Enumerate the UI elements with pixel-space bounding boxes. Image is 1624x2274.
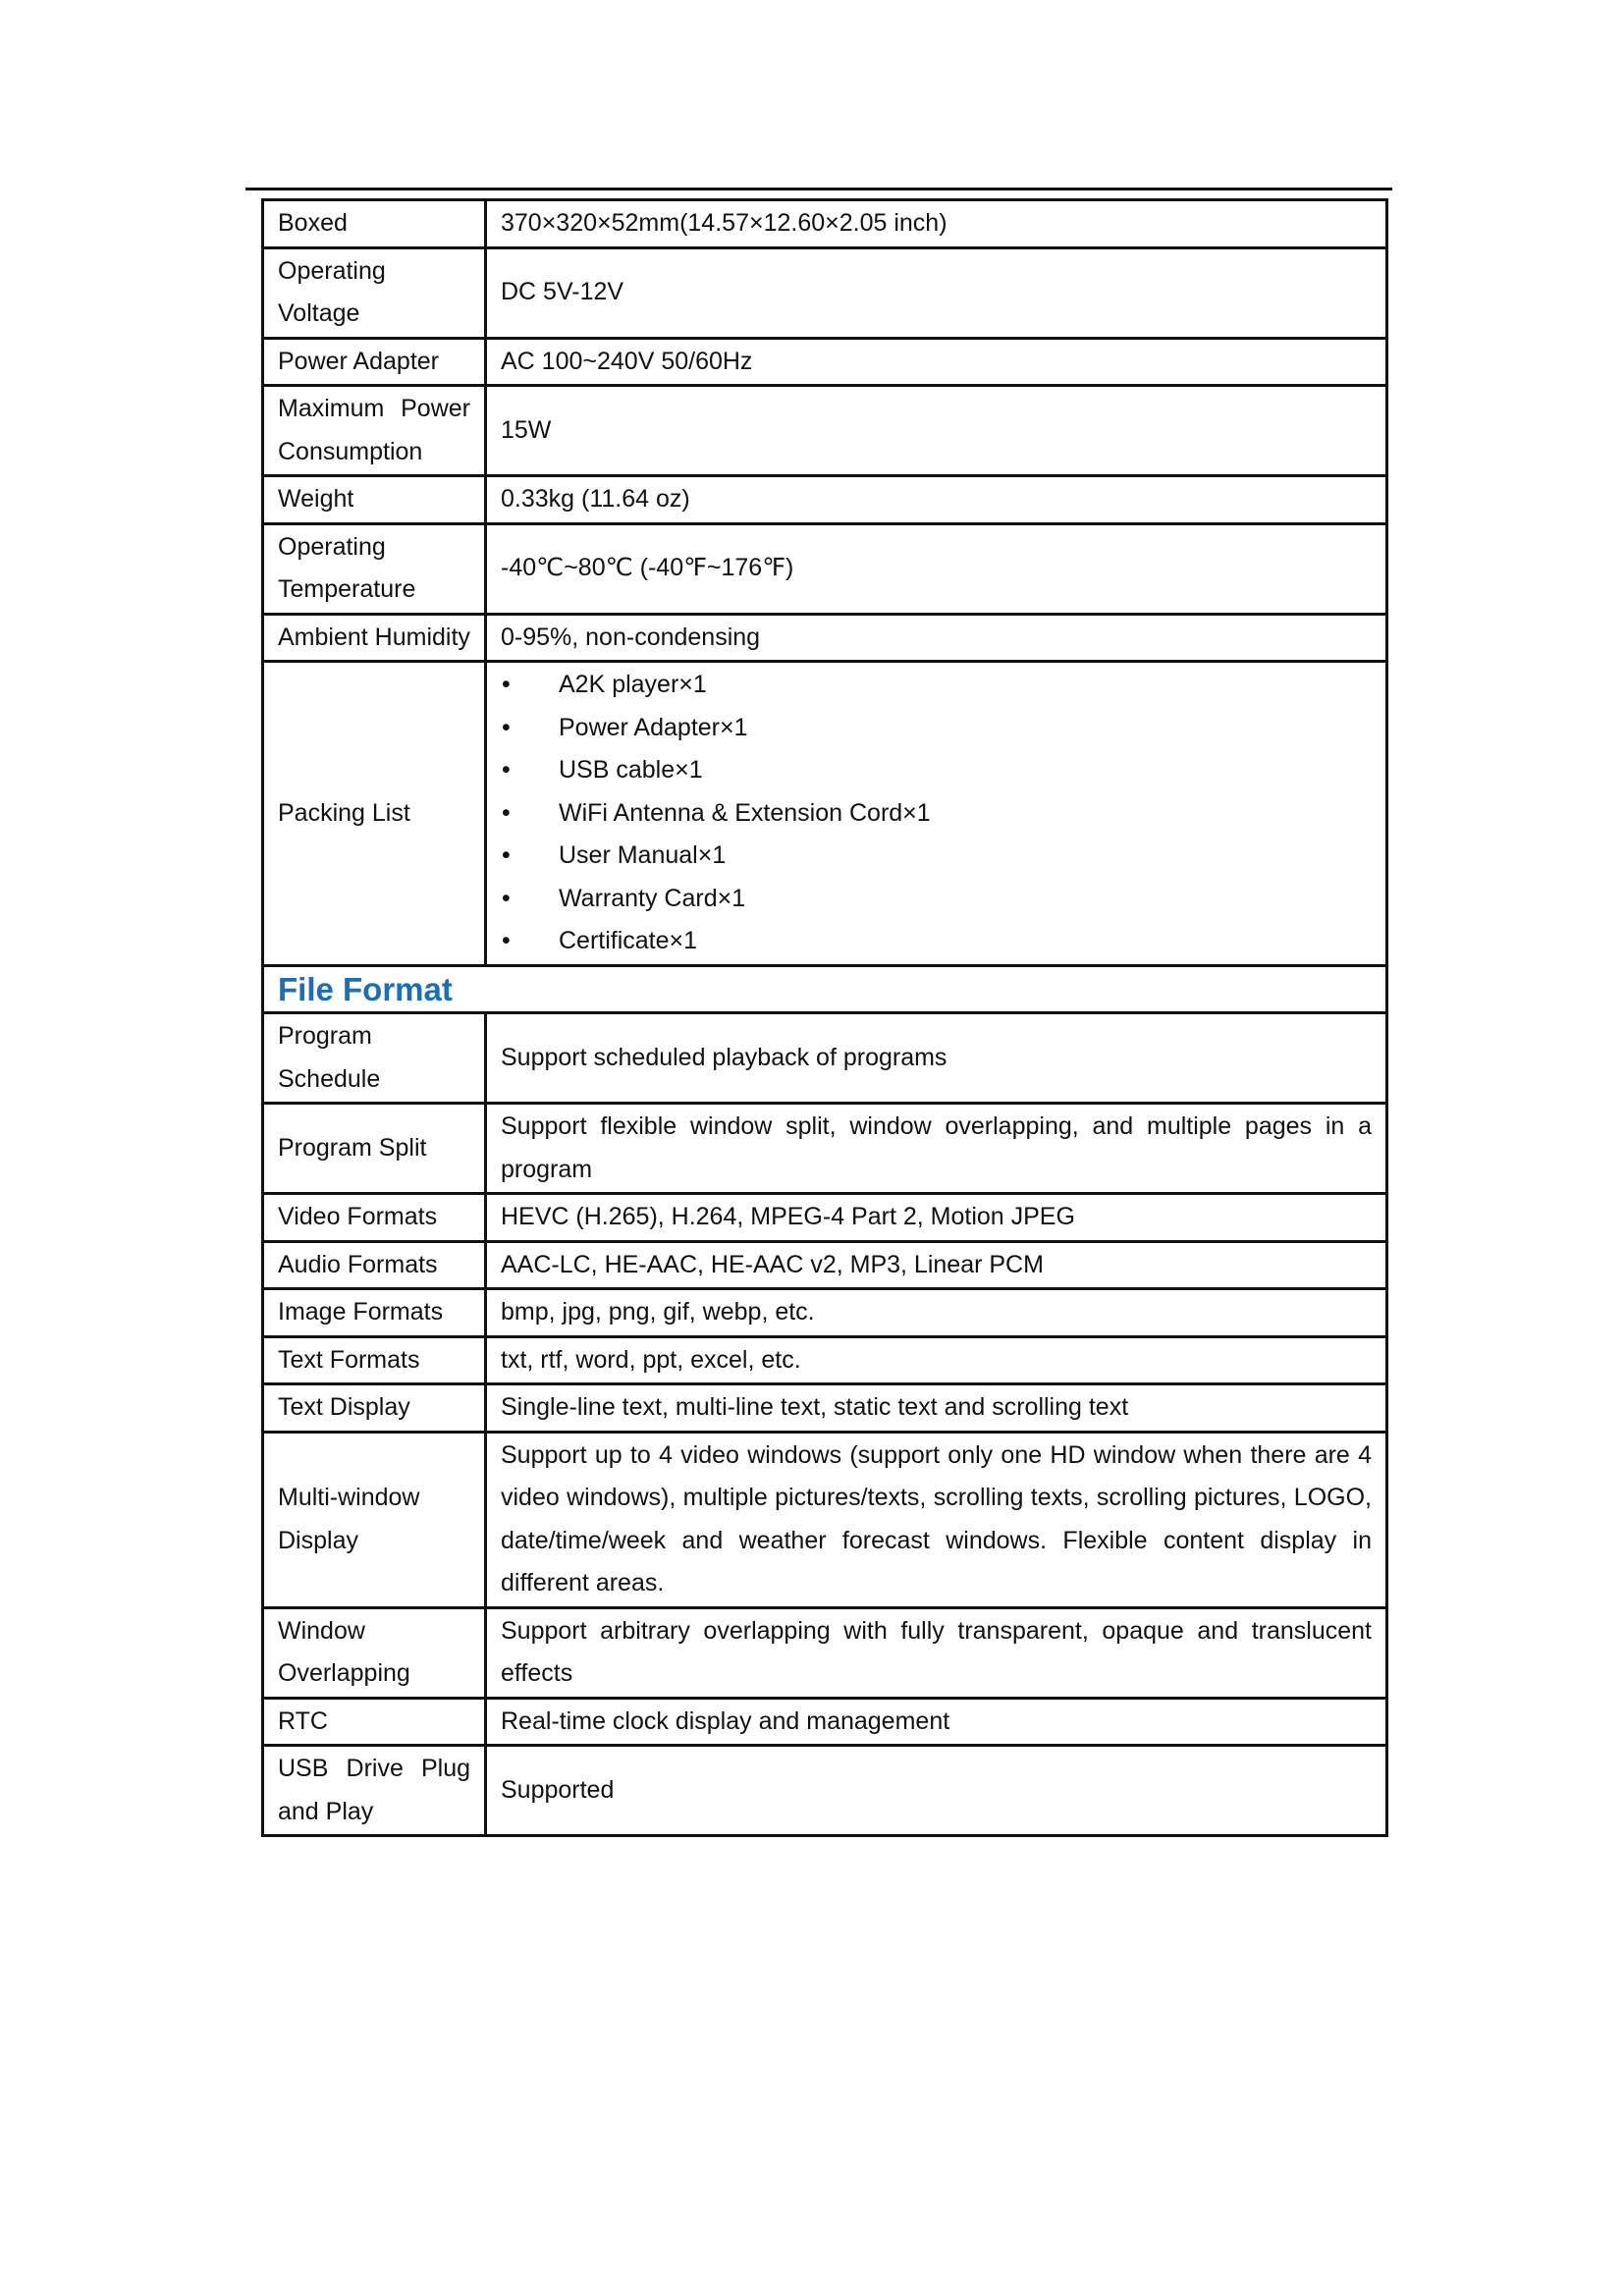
spec-row-video-formats bbox=[263, 1194, 1387, 1242]
list-item-text: Certificate×1 bbox=[559, 927, 698, 954]
spec-row-ambient-humidity bbox=[263, 614, 1387, 662]
spec-value: AC 100~240V 50/60Hz bbox=[486, 338, 1387, 386]
spec-row-max-power bbox=[263, 386, 1387, 476]
section-row-file-format bbox=[263, 965, 1387, 1013]
spec-label: USB Drive Plug and Play bbox=[263, 1746, 486, 1836]
spec-row-usb-drive bbox=[263, 1746, 1387, 1836]
spec-row-image-formats bbox=[263, 1289, 1387, 1337]
spec-label: Multi-window Display bbox=[263, 1432, 486, 1607]
spec-label: Image Formats bbox=[263, 1289, 486, 1337]
spec-label: Text Display bbox=[263, 1384, 486, 1433]
spec-label: Boxed bbox=[263, 200, 486, 248]
spec-value: DC 5V-12V bbox=[486, 247, 1387, 338]
section-title: File Format bbox=[263, 965, 1387, 1013]
spec-label: Audio Formats bbox=[263, 1241, 486, 1289]
spec-value: AAC-LC, HE-AAC, HE-AAC v2, MP3, Linear PCM bbox=[486, 1241, 1387, 1289]
spec-row-program-split bbox=[263, 1104, 1387, 1194]
spec-label: Ambient Humidity bbox=[263, 614, 486, 662]
spec-label: Text Formats bbox=[263, 1336, 486, 1384]
header-rule bbox=[245, 188, 1392, 190]
spec-label: Window Overlapping bbox=[263, 1607, 486, 1698]
bullet: • bbox=[502, 884, 511, 912]
spec-value: Real-time clock display and management bbox=[486, 1698, 1387, 1746]
spec-value: Support scheduled playback of programs bbox=[486, 1013, 1387, 1104]
spec-label: RTC bbox=[263, 1698, 486, 1746]
list-item-text: WiFi Antenna & Extension Cord×1 bbox=[559, 798, 931, 827]
spec-row-text-display bbox=[263, 1384, 1387, 1433]
spec-value: 0.33kg (11.64 oz) bbox=[486, 476, 1387, 524]
list-item-text: A2K player×1 bbox=[559, 671, 707, 698]
spec-value: 15W bbox=[486, 386, 1387, 476]
list-item bbox=[501, 664, 1372, 707]
spec-row-power-adapter bbox=[263, 338, 1387, 386]
list-item-text: Power Adapter×1 bbox=[559, 713, 748, 741]
spec-value: Support up to 4 video windows (support only one HD window when there are 4 video windows), multiple pictures/texts, scrolling texts, scrolling pictures, LOGO, date/time/week and weather forecast windows. Flexible content display in different areas. bbox=[486, 1432, 1387, 1607]
spec-label: Operating Temperature bbox=[263, 523, 486, 614]
spec-row-rtc bbox=[263, 1698, 1387, 1746]
spec-row-audio-formats bbox=[263, 1241, 1387, 1289]
list-item bbox=[501, 835, 1372, 878]
spec-row-boxed bbox=[263, 200, 1387, 248]
spec-row-text-formats bbox=[263, 1336, 1387, 1384]
spec-row-window-overlapping bbox=[263, 1607, 1387, 1698]
spec-label: Program Split bbox=[263, 1104, 486, 1194]
spec-value: Support flexible window split, window overlapping, and multiple pages in a program bbox=[486, 1104, 1387, 1194]
bullet: • bbox=[502, 841, 511, 869]
spec-row-operating-voltage bbox=[263, 247, 1387, 338]
spec-row-packing-list bbox=[263, 662, 1387, 966]
spec-value: Support arbitrary overlapping with fully transparent, opaque and translucent effects bbox=[486, 1607, 1387, 1698]
bullet: • bbox=[502, 798, 511, 827]
spec-label: Packing List bbox=[263, 662, 486, 966]
spec-value: bmp, jpg, png, gif, webp, etc. bbox=[486, 1289, 1387, 1337]
bullet: • bbox=[502, 927, 511, 954]
list-item bbox=[501, 878, 1372, 921]
spec-value: Single-line text, multi-line text, static text and scrolling text bbox=[486, 1384, 1387, 1433]
spec-table bbox=[261, 198, 1388, 1837]
spec-label: Operating Voltage bbox=[263, 247, 486, 338]
spec-value: -40℃~80℃ (-40℉~176℉) bbox=[486, 523, 1387, 614]
spec-value: HEVC (H.265), H.264, MPEG-4 Part 2, Motion JPEG bbox=[486, 1194, 1387, 1242]
spec-row-program-schedule bbox=[263, 1013, 1387, 1104]
bullet: • bbox=[502, 671, 511, 698]
spec-label: Weight bbox=[263, 476, 486, 524]
spec-value: txt, rtf, word, ppt, excel, etc. bbox=[486, 1336, 1387, 1384]
list-item bbox=[501, 749, 1372, 792]
list-item-text: Warranty Card×1 bbox=[559, 884, 746, 912]
list-item-text: USB cable×1 bbox=[559, 756, 703, 784]
spec-label: Maximum Power Consumption bbox=[263, 386, 486, 476]
packing-list bbox=[486, 662, 1387, 966]
spec-label: Video Formats bbox=[263, 1194, 486, 1242]
spec-label: Power Adapter bbox=[263, 338, 486, 386]
list-item bbox=[501, 920, 1372, 963]
bullet: • bbox=[502, 756, 511, 784]
spec-row-multi-window-display bbox=[263, 1432, 1387, 1607]
spec-row-weight bbox=[263, 476, 1387, 524]
list-item bbox=[501, 707, 1372, 750]
spec-row-operating-temperature bbox=[263, 523, 1387, 614]
spec-value: 370×320×52mm(14.57×12.60×2.05 inch) bbox=[486, 200, 1387, 248]
spec-value: Supported bbox=[486, 1746, 1387, 1836]
bullet: • bbox=[502, 713, 511, 741]
spec-value: 0-95%, non-condensing bbox=[486, 614, 1387, 662]
list-item-text: User Manual×1 bbox=[559, 841, 727, 869]
list-item bbox=[501, 792, 1372, 836]
spec-label: Program Schedule bbox=[263, 1013, 486, 1104]
